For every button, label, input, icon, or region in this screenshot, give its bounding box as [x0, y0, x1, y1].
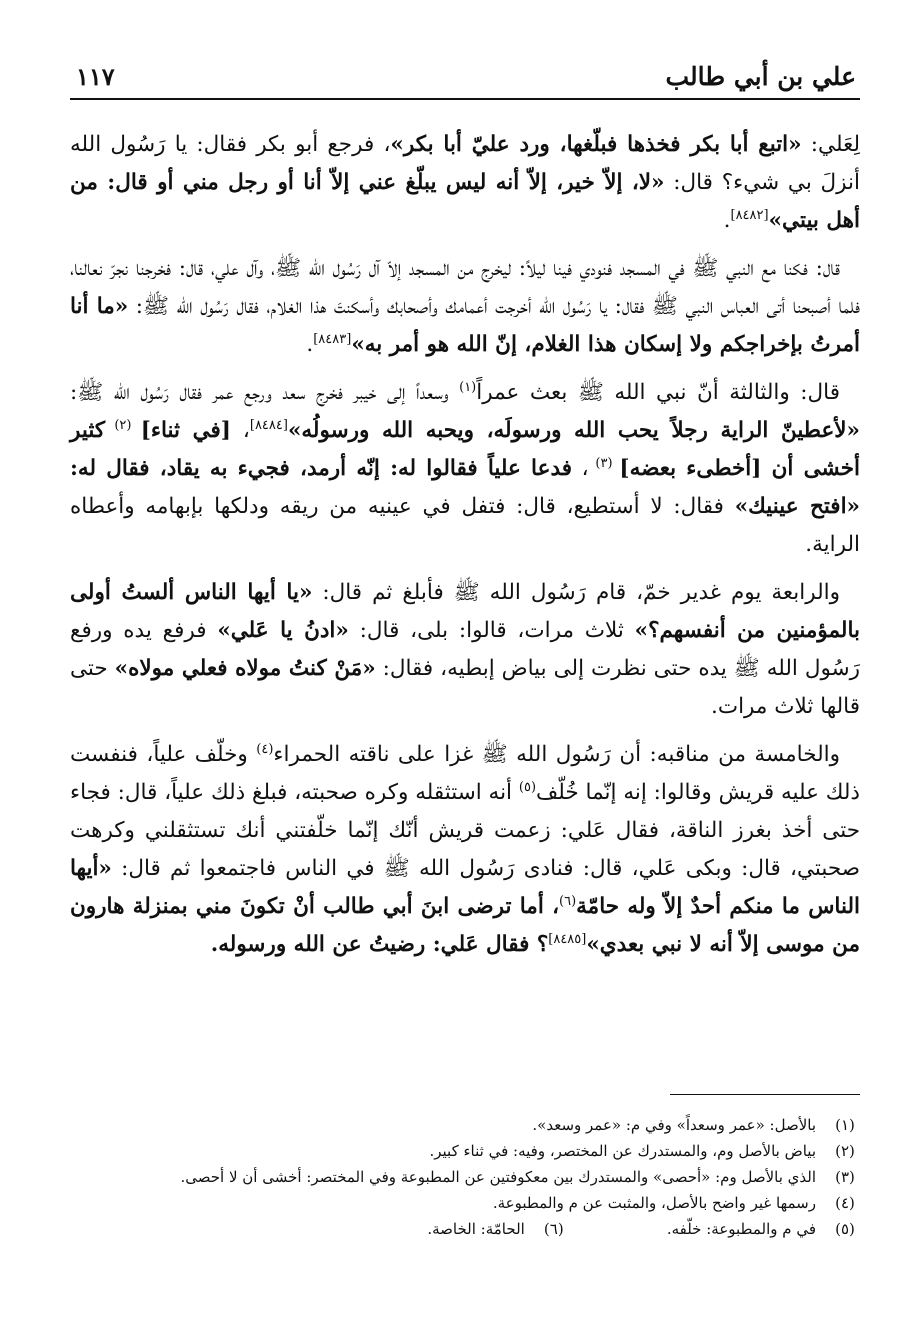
footnote-number: (٢): [835, 1142, 855, 1160]
hadith-quote: «لا، إلاّ خير، إلاّ أنه ليس يبلّغ عني إلاّ أنا أو رجل مني أو قال: من أهل بيتي»: [70, 170, 860, 233]
text-run: والرابعة يوم غدير خمّ، قام رَسُول الله ﷺ فأبلغ ثم قال:: [312, 580, 840, 605]
footnote-number: (٥): [835, 1220, 855, 1238]
footnote-number: (٤): [835, 1194, 855, 1212]
hadith-number: [٨٤٨٢]: [730, 207, 769, 223]
footnote-marker: (٤): [256, 741, 274, 757]
footnote-marker: (٥): [518, 779, 537, 795]
text-run: فقال: لا أستطيع، قال: فتفل في عينيه من ريقه ودلكها بإبهامه وأعطاه الراية.: [70, 494, 860, 557]
footnote-5-6: [70, 1216, 860, 1242]
text-run: ثلاث مرات، قالوا: بلى، قال:: [348, 618, 635, 643]
paragraph-5: [70, 736, 860, 964]
text-run: ،: [572, 456, 589, 481]
footnote-text: الذي بالأصل وم: «أحصى» والمستدرك بين معكوفتين عن المطبوعة وفي المختصر: أخشى أن لا أحصى.: [180, 1168, 816, 1186]
text-run: والخامسة من مناقبه: أن رَسُول الله ﷺ غزا على ناقته الحمراء: [273, 742, 840, 767]
footnote-2: [70, 1138, 860, 1164]
hadith-quote: «ما أنا أمرتُ بإخراجكم ولا إسكان هذا الغلام، إنّ الله هو أمر به»: [70, 294, 860, 357]
hadith-quote: «لأعطينّ الراية رجلاً يحب الله ورسولَه، ويحبه الله ورسولُه»: [287, 418, 860, 443]
bold-text: فدعا علياً فقالوا له: إنّه أرمد، فجيء به يقاد، فقال له: «افتح عينيك»: [70, 456, 860, 519]
text-run: حتى قالها ثلاث مرات.: [70, 656, 860, 719]
bracketed-text: كثير أخشى أن [أخطىء بعضه]: [70, 418, 860, 481]
text-run: لِعَلي:: [801, 132, 860, 157]
page-number: ١١٧: [76, 61, 115, 91]
paragraph-3: [70, 374, 860, 564]
paragraph-4: [70, 574, 860, 726]
footnote-number: (٣): [835, 1168, 855, 1186]
footnote-3: [70, 1164, 860, 1190]
paragraph-1: [70, 126, 860, 240]
bracketed-text: [في ثناء]: [140, 418, 231, 443]
footnote-marker: (٣): [588, 455, 620, 471]
hadith-number: [٨٤٨٣]: [313, 331, 352, 347]
bold-text: ؟ فقال عَلي: رضيتُ عن الله ورسوله.: [210, 932, 549, 957]
text-run: .: [723, 208, 731, 233]
footnote-text: رسمها غير واضح بالأصل، والمثبت عن م والمطبوعة.: [492, 1194, 816, 1212]
footnote-text: الحامّة: الخاصة.: [427, 1220, 525, 1238]
hadith-quote: «يا أيها الناس ألستُ أولى بالمؤمنين من أنفسهم؟»: [70, 580, 860, 643]
text-run: .: [306, 332, 314, 357]
footnote-text: بالأصل: «عمر وسعداً» وفي م: «عمر وسعد».: [532, 1116, 816, 1134]
paragraph-2: [70, 250, 860, 364]
footnote-number: (١): [835, 1116, 855, 1134]
footnote-separator: [670, 1094, 860, 1095]
document-page: [70, 54, 860, 1304]
hadith-quote: «أيها الناس ما منكم أحدٌ إلاّ وله حامّة: [70, 856, 860, 919]
footnote-number: (٦): [543, 1220, 564, 1238]
footnote-text: في م والمطبوعة: خلّفه.: [666, 1220, 816, 1238]
running-title: علي بن أبي طالب: [665, 61, 856, 91]
hadith-quote: «مَنْ كنتُ مولاه فعلي مولاه»: [114, 656, 376, 681]
footnote-4: [70, 1190, 860, 1216]
footnote-text: بياض بالأصل وم، والمستدرك عن المختصر، وفيه: في ثناء كبير.: [429, 1142, 816, 1160]
footnote-gap: [583, 1216, 653, 1242]
text-run: قال: فكنا مع النبي ﷺ في المسجد فنودي فينا ليلاً: ليخرج من المسجد إلاّ آل رَسُول الله ﷺ، وآل علي، قال: فخرجنا نجرّ نعالنا، فلما أصبحنا أتى العباس النبي ﷺ فقال: يا رَسُول الله أخرجت أعمامك وأصحابك وأسكنتَ هذا الغلام، فقال رَسُول الله ﷺ:: [70, 256, 860, 319]
hadith-number: [٨٤٨٥]: [548, 931, 587, 947]
hadith-number: [٨٤٨٤]: [249, 417, 288, 433]
hadith-quote: «ادنُ يا عَلي»: [217, 618, 349, 643]
page-header: [70, 54, 860, 100]
text-run: أنه استثقله وكره صحبته، فبلغ ذلك علياً، قال: فجاء حتى أخذ بغرز الناقة، فقال عَلي: زعمت قريش أنّك إنّما خلّفتني أنك تستثقلني وكرهت صحبتي، قال: وبكى عَلي، قال: فنادى رَسُول الله ﷺ في الناس فاجتمعوا ثم قال:: [70, 780, 860, 881]
text-run: ،: [230, 418, 250, 443]
footnote-1: [70, 1112, 860, 1138]
text-run: فرفع يده ورفع رَسُول الله ﷺ يده حتى نظرت إلى بياض إبطيه، فقال:: [70, 618, 860, 681]
text-run: قال: والثالثة أنّ نبي الله ﷺ بعث عمراً: [476, 380, 840, 405]
hadith-quote: ، أما ترضى ابنَ أبي طالب أنْ تكونَ مني بمنزلة هارون من موسى إلاّ أنه لا نبي بعدي»: [70, 894, 860, 957]
footnotes: [70, 1112, 860, 1242]
footnote-marker: (٦): [559, 893, 577, 909]
text-run: وسعداً إلى خيبر فخرج سعد ورجع عمر فقال رَسُول الله ﷺ:: [70, 380, 460, 405]
text-run: وخلّف علياً، فنفست ذلك عليه قريش وقالوا: إنه إنّما خُلّف: [70, 742, 860, 805]
footnote-marker: (٢): [105, 417, 141, 433]
footnote-marker: (١): [459, 379, 477, 395]
text-run: ، فرجع أبو بكر فقال: يا رَسُول الله أنزلَ بي شيء؟ قال:: [70, 132, 860, 195]
main-text: [70, 126, 860, 964]
hadith-quote: «اتبع أبا بكر فخذها فبلّغها، ورد عليّ أبا بكر»: [390, 132, 802, 157]
